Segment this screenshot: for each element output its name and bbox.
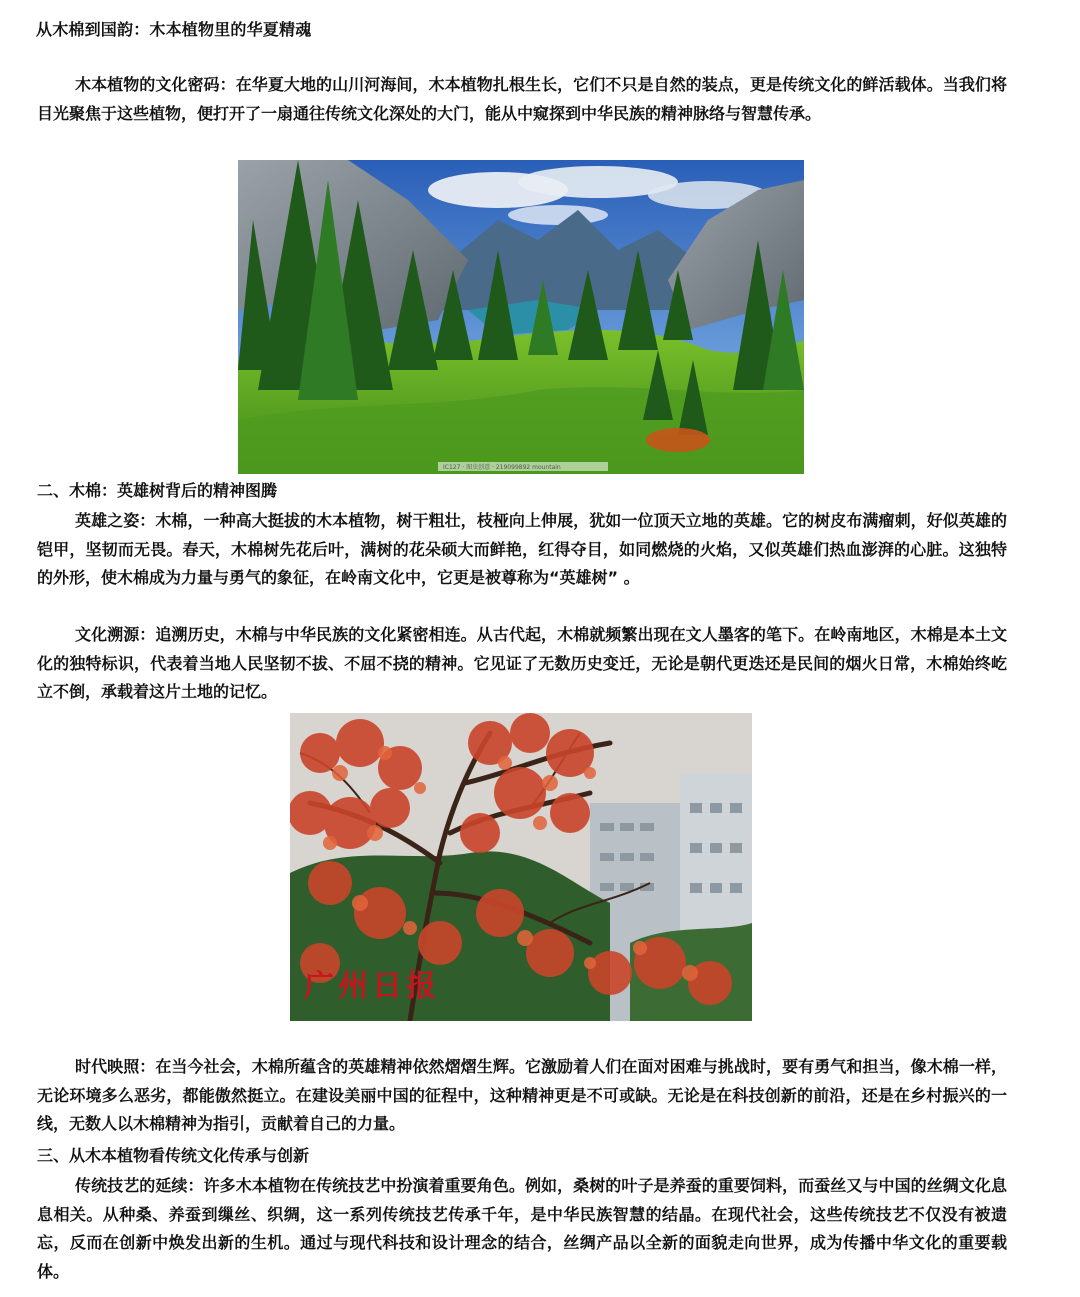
kapok-paragraph-appearance: 英雄之姿：木棉，一种高大挺拔的木本植物，树干粗壮，枝桠向上伸展，犹如一位顶天立地的英雄。它的树皮布满瘤刺，好似英雄的铠甲，坚韧而无畏。春天，木棉树先花后叶，满树的花朵硕大而鲜艳，红得夺目，如同燃烧的火焰，又似英雄们热血澎湃的心脏。这独特的外形，使木棉成为力量与勇气的象征，在岭南文化中，它更是被尊称为“英雄树” 。: [37, 511, 1007, 587]
section-heading-tradition: 三、从木本植物看传统文化传承与创新: [37, 1146, 310, 1165]
tradition-paragraph-crafts: 传统技艺的延续：许多木本植物在传统技艺中扮演着重要角色。例如，桑树的叶子是养蚕的重要饲料，而蚕丝又与中国的丝绸文化息息相关。从种桑、养蚕到缫丝、织绸，这一系列传统技艺传承千年，是中华民族智慧的结晶。在现代社会，这些传统技艺不仅没有被遗忘，反而在创新中焕发出新的生机。通过与现代科技和设计理念的结合，丝绸产品以全新的面貌走向世界，成为传播中华文化的重要载体。: [37, 1176, 1007, 1281]
image-credit: IC127 · 图虫创意 · 219099892 mountain: [443, 464, 561, 471]
kapok-paragraph-origin: 文化溯源：追溯历史，木棉与中华民族的文化紧密相连。从古代起，木棉就频繁出现在文人墨客的笔下。在岭南地区，木棉是本土文化的独特标识，代表着当地人民坚韧不拔、不屈不挠的精神。它见证了无数历史变迁，无论是朝代更迭还是民间的烟火日常，木棉始终屹立不倒，承载着这片土地的记忆。: [37, 625, 1007, 701]
kapok-paragraph-modern: 时代映照：在当今社会，木棉所蕴含的英雄精神依然熠熠生辉。它激励着人们在面对困难与挑战时，要有勇气和担当，像木棉一样，无论环境多么恶劣，都能傲然挺立。在建设美丽中国的征程中，这种精神更是不可或缺。无论是在科技创新的前沿，还是在乡村振兴的一线，无数人以木棉精神为指引，贡献着自己的力量。: [37, 1057, 1007, 1133]
newspaper-watermark: 广州日报: [304, 969, 440, 1004]
section-heading-kapok: 二、木棉：英雄树背后的精神图腾: [37, 481, 278, 500]
kapok-photo: [290, 713, 752, 1021]
page-title: 从木棉到国韵：木本植物里的华夏精魂: [36, 20, 312, 39]
intro-paragraph: 木本植物的文化密码：在华夏大地的山川河海间，木本植物扎根生长，它们不只是自然的装点，更是传统文化的鲜活载体。当我们将目光聚焦于这些植物，便打开了一扇通往传统文化深处的大门，能从中窥探到中华民族的精神脉络与智慧传承。: [37, 75, 1007, 123]
landscape-photo: [238, 160, 804, 474]
